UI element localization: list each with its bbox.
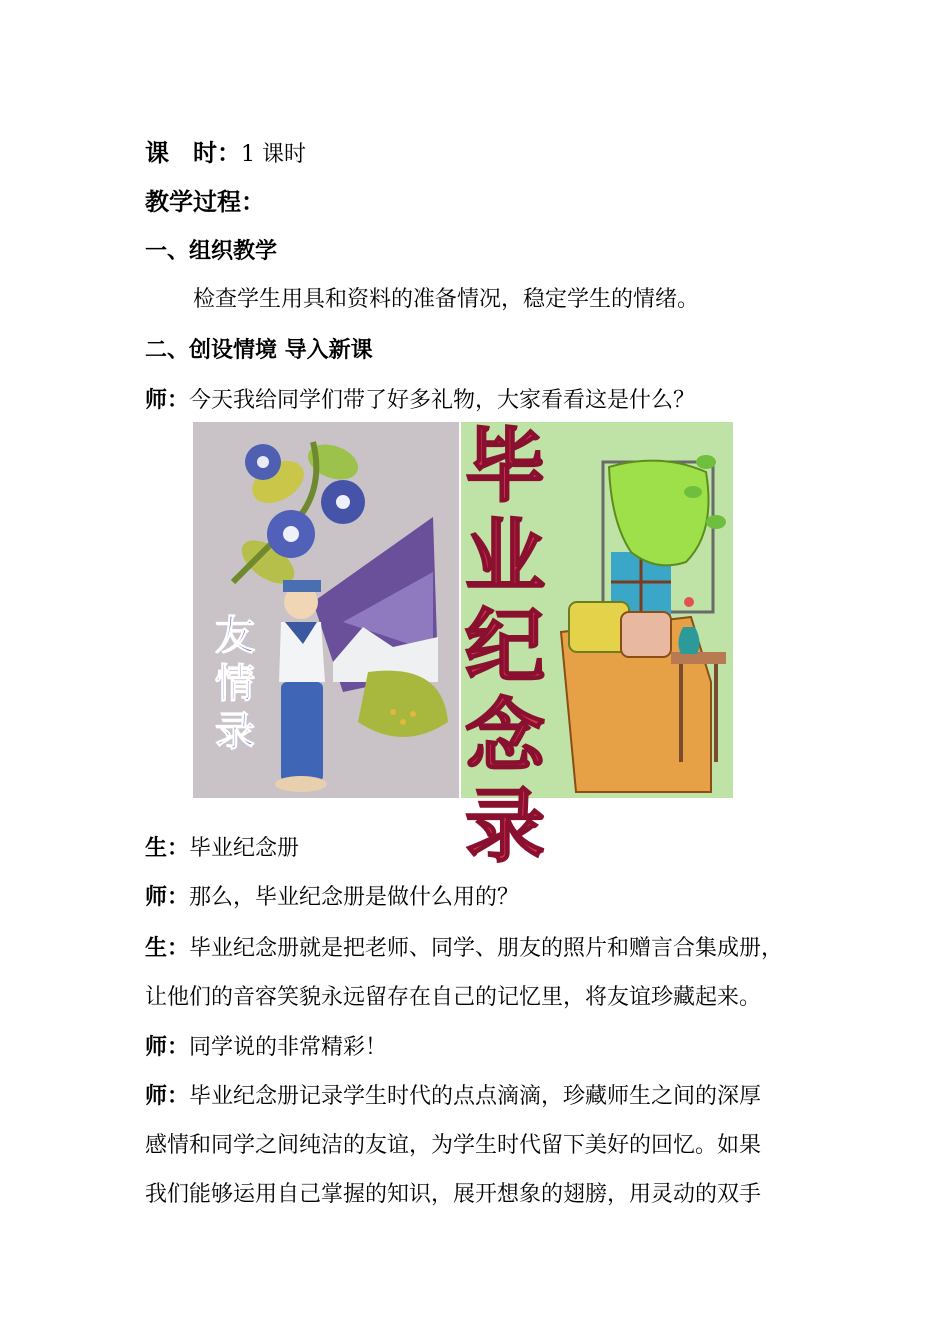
section1-text: 检查学生用具和资料的准备情况，稳定学生的情绪。 bbox=[193, 287, 700, 312]
dialogue-text: 毕业纪念册记录学生时代的点点滴滴，珍藏师生之间的深厚 bbox=[189, 1084, 762, 1109]
dialogue-line-5 bbox=[145, 1032, 825, 1063]
friendship-cover-image bbox=[193, 422, 459, 798]
speaker-label: 生： bbox=[145, 935, 190, 961]
dialogue-line-6-continuation-2: 我们能够运用自己掌握的知识，展开想象的翅膀，用灵动的双手 bbox=[145, 1182, 762, 1207]
speaker-label: 师： bbox=[145, 884, 190, 910]
speaker-label: 生： bbox=[145, 835, 190, 861]
graduation-cover-image bbox=[461, 420, 733, 873]
speaker-label: 师： bbox=[145, 1083, 190, 1109]
section1-heading: 一、组织教学 bbox=[145, 238, 278, 264]
dialogue-line-6-continuation: 感情和同学之间纯洁的友谊，为学生时代留下美好的回忆。如果 bbox=[145, 1133, 762, 1158]
dialogue-line-4-continuation: 让他们的音容笑貌永远留存在自己的记忆里，将友谊珍藏起来。 bbox=[145, 985, 762, 1010]
lesson-time-line bbox=[145, 138, 825, 170]
lesson-time-label: 课 时： bbox=[145, 138, 241, 167]
dialogue-text: 毕业纪念册就是把老师、同学、朋友的照片和赠言合集成册， bbox=[189, 936, 784, 961]
dialogue-text: 今天我给同学们带了好多礼物，大家看看这是什么？ bbox=[189, 388, 696, 413]
dialogue-line-6 bbox=[145, 1081, 825, 1112]
section2-heading: 二、创设情境 导入新课 bbox=[145, 337, 373, 363]
dialogue-line-1 bbox=[145, 385, 825, 416]
speaker-label: 师： bbox=[145, 1034, 190, 1060]
dialogue-text: 毕业纪念册 bbox=[189, 836, 300, 861]
dialogue-line-3 bbox=[145, 882, 825, 913]
friendship-caption: 友情录 bbox=[215, 612, 255, 755]
graduation-caption: 毕业纪念录 bbox=[465, 420, 539, 873]
lesson-time-value: 1 课时 bbox=[241, 142, 306, 167]
process-heading: 教学过程： bbox=[145, 187, 265, 216]
dialogue-line-4 bbox=[145, 933, 825, 964]
dialogue-text: 同学说的非常精彩！ bbox=[189, 1035, 388, 1060]
speaker-label: 师： bbox=[145, 387, 190, 413]
dialogue-text: 那么，毕业纪念册是做什么用的？ bbox=[189, 885, 520, 910]
dialogue-line-2 bbox=[145, 833, 825, 864]
